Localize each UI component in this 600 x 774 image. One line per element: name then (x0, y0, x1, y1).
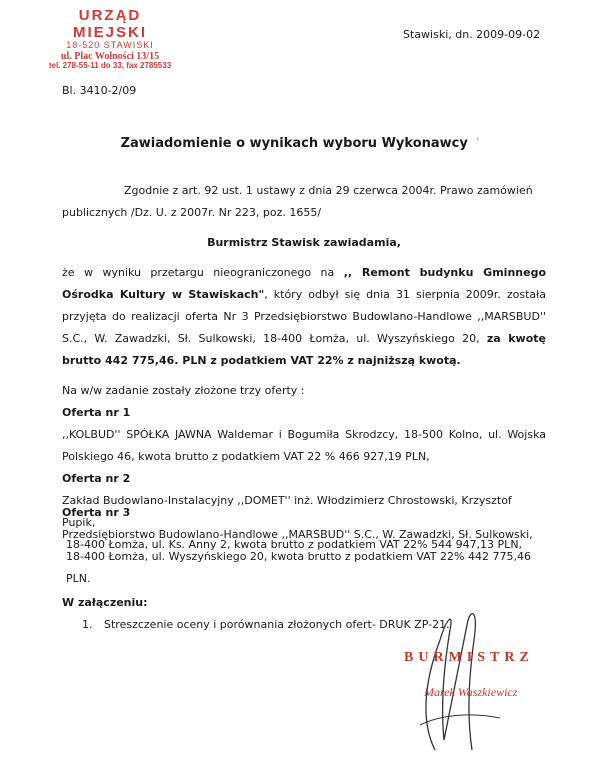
title-mark: ' (475, 136, 480, 151)
title-text: Zawiadomienie o wynikach wyboru Wykonawcy (120, 136, 468, 151)
result-text-2: , który odbył się dnia 31 sierpnia 2009r. została przyjęta do realizacji oferta Nr 3 Przedsiębiorstwo Budowlano-Handlowe ,,MARSBUD'' S.C., W. Zawadzki, Sł. Sulkowski, 18-400 Łomża, ul. Wyszyńskiego 20, (62, 288, 546, 345)
office-stamp (40, 8, 180, 71)
attachments-heading: W załączeniu: (62, 596, 148, 609)
document-date: Stawiski, dn. 2009-09-02 (403, 28, 541, 41)
offer-line-2: 18-400 Łomża, ul. Wyszyńskiego 20, kwota brutto z podatkiem VAT 22% 442 775,46 PLN. (66, 550, 531, 585)
stamp-line-2: 18-520 STAWISKI (66, 40, 154, 50)
signature-stamp: BURMISTRZ (404, 650, 534, 665)
intro-line-1: Zgodnie z art. 92 ust. 1 ustawy z dnia 29 czerwca 2004r. Prawo zamówień (124, 184, 533, 197)
offer-line-1: Zakład Budowlano-Instalacyjny ,,DOMET'' inż. Włodzimierz Chrostowski, Krzysztof Pupik, (62, 494, 512, 529)
offer-3 (62, 502, 546, 590)
offer-line-2: 18-400 Łomża, ul. Ks. Anny 2, kwota brutto z podatkiem VAT 22% 544 947,13 PLN, (66, 538, 523, 551)
result-paragraph (62, 262, 546, 372)
offer-1 (62, 402, 546, 468)
offers-intro: Na w/w zadanie zostały złożone trzy oferty : (62, 384, 305, 397)
reference-number: Bl. 3410-2/09 (62, 84, 137, 97)
stamp-line-4: tel. 278-55-11 do 33, fax 2785533 (48, 60, 172, 70)
attachment-text: Streszczenie oceny i porównania złożonych ofert- DRUK ZP-21. (104, 618, 450, 631)
signatory-name: Marek Waszkiewicz (424, 685, 518, 699)
stamp-line-1: URZĄD MIEJSKI (72, 7, 147, 41)
stamp-line-3: ul. Plac Wolności 13/15 (60, 50, 160, 62)
offer-label: Oferta nr 3 (62, 506, 131, 519)
offer-line-1: Przedsiębiorstwo Budowlano-Handlowe ,,MARSBUD'' S.C., W. Zawadzki, Sł. Sulkowski, (62, 528, 533, 541)
offer-label: Oferta nr 1 (62, 406, 131, 419)
winning-amount: za kwotę brutto 442 775,46. PLN z podatkiem VAT 22% z najniższą kwotą. (62, 332, 546, 367)
signature-block (380, 600, 570, 770)
intro-paragraph (62, 180, 546, 224)
result-text-1: że w wyniku przetargu nieograniczonego na (62, 266, 344, 279)
announcement-heading: Burmistrz Stawisk zawiadamia, (207, 236, 401, 249)
offer-label: Oferta nr 2 (62, 472, 131, 485)
document-title (0, 136, 600, 151)
attachment-number: 1. (82, 618, 93, 631)
offer-text: ,,KOLBUD'' SPÓŁKA JAWNA Waldemar i Bogumiła Skrodzcy, 18-500 Kolno, ul. Wojska Polskiego 46, kwota brutto z podatkiem VAT 22 % 466 927,19 PLN, (62, 428, 546, 463)
contract-name: ,, Remont budynku Gminnego Ośrodka Kultury w Stawiskach" (62, 266, 547, 301)
intro-line-2: publicznych /Dz. U. z 2007r. Nr 223, poz. 1655/ (62, 206, 322, 219)
